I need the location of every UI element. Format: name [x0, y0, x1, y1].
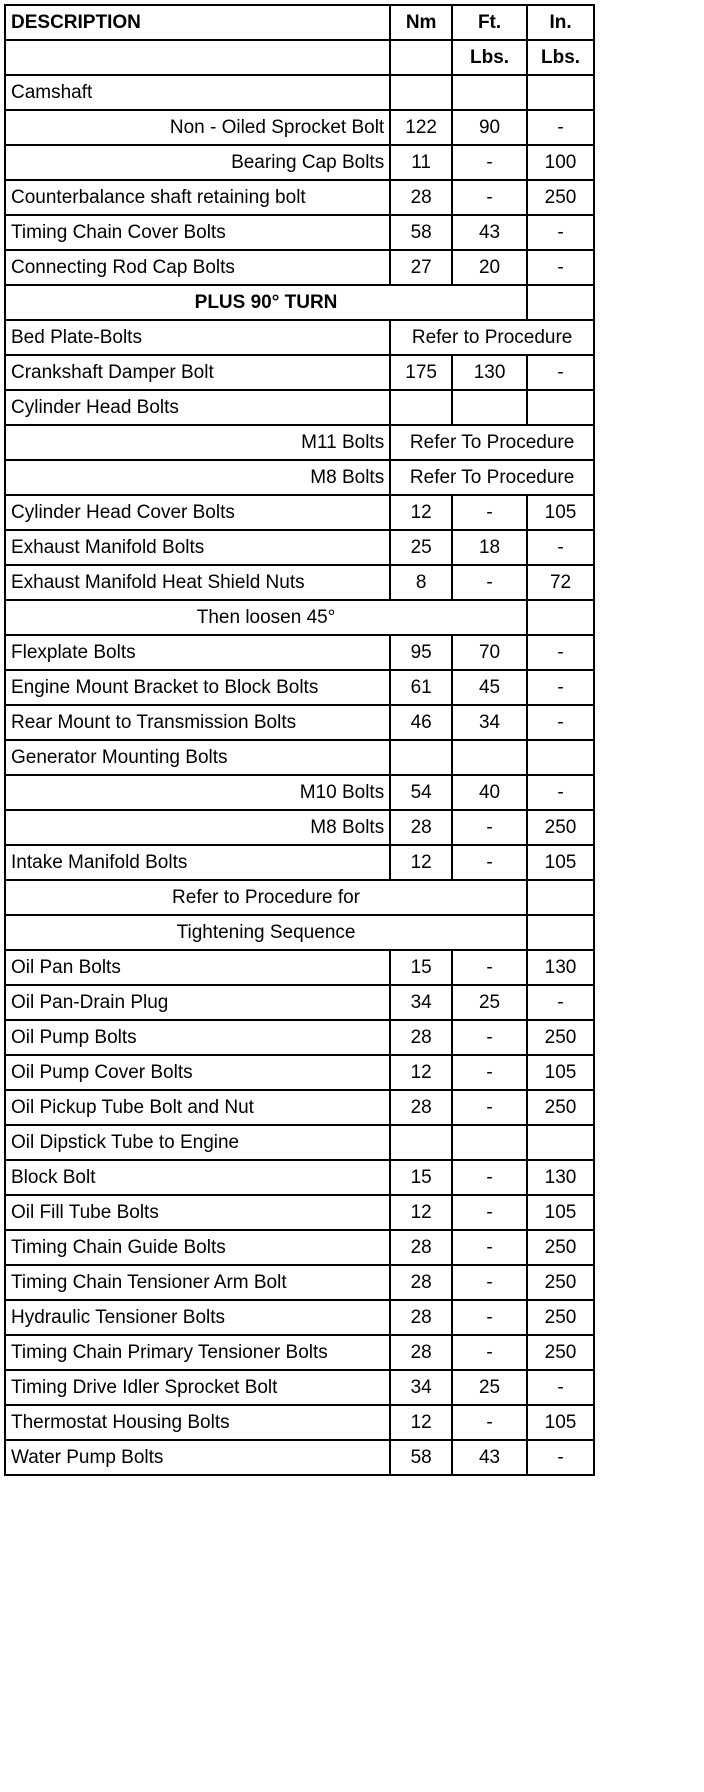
- table-row: [5, 390, 594, 425]
- nm-value-cell: 28: [390, 180, 452, 215]
- ft-lbs-value-cell: -: [452, 1265, 527, 1300]
- header-units-ft: Lbs.: [452, 40, 527, 75]
- table-row: [5, 215, 594, 250]
- in-lbs-value-cell: 250: [527, 1230, 594, 1265]
- description-cell: Oil Fill Tube Bolts: [5, 1195, 390, 1230]
- table-row: [5, 1440, 594, 1475]
- description-cell: Intake Manifold Bolts: [5, 845, 390, 880]
- empty-cell: [527, 390, 594, 425]
- table-row: [5, 845, 594, 880]
- description-cell: Oil Pump Cover Bolts: [5, 1055, 390, 1090]
- in-lbs-value-cell: -: [527, 775, 594, 810]
- nm-value-cell: 15: [390, 950, 452, 985]
- description-cell: Timing Chain Cover Bolts: [5, 215, 390, 250]
- in-lbs-value-cell: 105: [527, 845, 594, 880]
- nm-value-cell: 15: [390, 1160, 452, 1195]
- in-lbs-value-cell: 250: [527, 180, 594, 215]
- nm-value-cell: 28: [390, 1020, 452, 1055]
- note-cell: Refer to Procedure for: [5, 880, 527, 915]
- header-ft: Ft.: [452, 5, 527, 40]
- table-row: [5, 950, 594, 985]
- in-lbs-value-cell: -: [527, 705, 594, 740]
- empty-cell: [527, 880, 594, 915]
- empty-cell: [452, 1125, 527, 1160]
- description-cell: Oil Pump Bolts: [5, 1020, 390, 1055]
- description-cell: Exhaust Manifold Heat Shield Nuts: [5, 565, 390, 600]
- ft-lbs-value-cell: -: [452, 1405, 527, 1440]
- description-cell: Counterbalance shaft retaining bolt: [5, 180, 390, 215]
- table-row: [5, 495, 594, 530]
- table-row: [5, 1055, 594, 1090]
- table-row: [5, 705, 594, 740]
- in-lbs-value-cell: -: [527, 355, 594, 390]
- nm-value-cell: 46: [390, 705, 452, 740]
- table-row: [5, 915, 594, 950]
- empty-cell: [452, 390, 527, 425]
- in-lbs-value-cell: 250: [527, 1020, 594, 1055]
- nm-value-cell: 12: [390, 845, 452, 880]
- header-units-nm: [390, 40, 452, 75]
- nm-value-cell: 175: [390, 355, 452, 390]
- header-units-description: [5, 40, 390, 75]
- description-cell: Oil Pan Bolts: [5, 950, 390, 985]
- ft-lbs-value-cell: -: [452, 1160, 527, 1195]
- in-lbs-value-cell: 250: [527, 1090, 594, 1125]
- header-row: [5, 5, 594, 40]
- note-cell: Tightening Sequence: [5, 915, 527, 950]
- nm-value-cell: 61: [390, 670, 452, 705]
- in-lbs-value-cell: 100: [527, 145, 594, 180]
- nm-value-cell: 28: [390, 1230, 452, 1265]
- in-lbs-value-cell: 105: [527, 495, 594, 530]
- table-row: [5, 740, 594, 775]
- nm-value-cell: 28: [390, 1335, 452, 1370]
- note-cell: Then loosen 45°: [5, 600, 527, 635]
- description-cell: Cylinder Head Cover Bolts: [5, 495, 390, 530]
- description-cell: Thermostat Housing Bolts: [5, 1405, 390, 1440]
- nm-value-cell: 25: [390, 530, 452, 565]
- table-header: [5, 5, 594, 75]
- ft-lbs-value-cell: -: [452, 495, 527, 530]
- table-row: [5, 285, 594, 320]
- refer-procedure-cell: Refer to Procedure: [390, 320, 594, 355]
- nm-value-cell: 28: [390, 1265, 452, 1300]
- nm-value-cell: 34: [390, 1370, 452, 1405]
- table-row: [5, 565, 594, 600]
- empty-cell: [527, 915, 594, 950]
- table-row: [5, 600, 594, 635]
- nm-value-cell: 54: [390, 775, 452, 810]
- in-lbs-value-cell: -: [527, 670, 594, 705]
- ft-lbs-value-cell: 25: [452, 1370, 527, 1405]
- ft-lbs-value-cell: 43: [452, 1440, 527, 1475]
- nm-value-cell: 58: [390, 1440, 452, 1475]
- in-lbs-value-cell: 130: [527, 950, 594, 985]
- table-row: [5, 1160, 594, 1195]
- table-row: [5, 250, 594, 285]
- ft-lbs-value-cell: -: [452, 1090, 527, 1125]
- table-row: [5, 1230, 594, 1265]
- in-lbs-value-cell: -: [527, 110, 594, 145]
- group-heading-cell: Cylinder Head Bolts: [5, 390, 390, 425]
- description-cell: Rear Mount to Transmission Bolts: [5, 705, 390, 740]
- torque-spec-table: [4, 4, 595, 1476]
- table-row: [5, 180, 594, 215]
- description-cell: Block Bolt: [5, 1160, 390, 1195]
- table-body: [5, 75, 594, 1475]
- table-row: [5, 355, 594, 390]
- empty-cell: [527, 1125, 594, 1160]
- in-lbs-value-cell: -: [527, 985, 594, 1020]
- ft-lbs-value-cell: -: [452, 810, 527, 845]
- nm-value-cell: 12: [390, 495, 452, 530]
- ft-lbs-value-cell: -: [452, 1195, 527, 1230]
- description-cell: Crankshaft Damper Bolt: [5, 355, 390, 390]
- in-lbs-value-cell: -: [527, 530, 594, 565]
- in-lbs-value-cell: 72: [527, 565, 594, 600]
- in-lbs-value-cell: -: [527, 1370, 594, 1405]
- description-cell: Connecting Rod Cap Bolts: [5, 250, 390, 285]
- in-lbs-value-cell: -: [527, 250, 594, 285]
- in-lbs-value-cell: 250: [527, 1265, 594, 1300]
- description-cell: Engine Mount Bracket to Block Bolts: [5, 670, 390, 705]
- refer-procedure-cell: Refer To Procedure: [390, 460, 594, 495]
- empty-cell: [452, 75, 527, 110]
- empty-cell: [390, 1125, 452, 1160]
- ft-lbs-value-cell: 18: [452, 530, 527, 565]
- note-cell: PLUS 90° TURN: [5, 285, 527, 320]
- empty-cell: [527, 285, 594, 320]
- in-lbs-value-cell: 250: [527, 1335, 594, 1370]
- header-units-in: Lbs.: [527, 40, 594, 75]
- refer-procedure-cell: Refer To Procedure: [390, 425, 594, 460]
- ft-lbs-value-cell: 70: [452, 635, 527, 670]
- ft-lbs-value-cell: -: [452, 180, 527, 215]
- nm-value-cell: 122: [390, 110, 452, 145]
- empty-cell: [390, 75, 452, 110]
- nm-value-cell: 27: [390, 250, 452, 285]
- in-lbs-value-cell: -: [527, 1440, 594, 1475]
- description-cell: Oil Pan-Drain Plug: [5, 985, 390, 1020]
- nm-value-cell: 11: [390, 145, 452, 180]
- nm-value-cell: 12: [390, 1055, 452, 1090]
- nm-value-cell: 58: [390, 215, 452, 250]
- header-description: DESCRIPTION: [5, 5, 390, 40]
- description-cell: Bearing Cap Bolts: [5, 145, 390, 180]
- description-cell: Timing Drive Idler Sprocket Bolt: [5, 1370, 390, 1405]
- ft-lbs-value-cell: 130: [452, 355, 527, 390]
- table-row: [5, 1125, 594, 1160]
- ft-lbs-value-cell: 25: [452, 985, 527, 1020]
- empty-cell: [390, 740, 452, 775]
- ft-lbs-value-cell: 43: [452, 215, 527, 250]
- description-cell: M10 Bolts: [5, 775, 390, 810]
- ft-lbs-value-cell: -: [452, 145, 527, 180]
- in-lbs-value-cell: 130: [527, 1160, 594, 1195]
- table-row: [5, 810, 594, 845]
- ft-lbs-value-cell: 45: [452, 670, 527, 705]
- empty-cell: [527, 75, 594, 110]
- table-row: [5, 110, 594, 145]
- nm-value-cell: 28: [390, 810, 452, 845]
- ft-lbs-value-cell: 20: [452, 250, 527, 285]
- description-cell: Oil Pickup Tube Bolt and Nut: [5, 1090, 390, 1125]
- group-heading-cell: Generator Mounting Bolts: [5, 740, 390, 775]
- in-lbs-value-cell: 250: [527, 810, 594, 845]
- description-cell: M8 Bolts: [5, 810, 390, 845]
- group-heading-cell: Oil Dipstick Tube to Engine: [5, 1125, 390, 1160]
- ft-lbs-value-cell: -: [452, 950, 527, 985]
- nm-value-cell: 95: [390, 635, 452, 670]
- description-cell: Hydraulic Tensioner Bolts: [5, 1300, 390, 1335]
- in-lbs-value-cell: 105: [527, 1055, 594, 1090]
- nm-value-cell: 28: [390, 1300, 452, 1335]
- table-row: [5, 320, 594, 355]
- description-cell: Timing Chain Guide Bolts: [5, 1230, 390, 1265]
- table-row: [5, 1265, 594, 1300]
- empty-cell: [452, 740, 527, 775]
- in-lbs-value-cell: 105: [527, 1405, 594, 1440]
- ft-lbs-value-cell: -: [452, 565, 527, 600]
- in-lbs-value-cell: -: [527, 215, 594, 250]
- table-row: [5, 1370, 594, 1405]
- header-in: In.: [527, 5, 594, 40]
- nm-value-cell: 34: [390, 985, 452, 1020]
- table-row: [5, 1405, 594, 1440]
- ft-lbs-value-cell: -: [452, 1020, 527, 1055]
- table-row: [5, 880, 594, 915]
- description-cell: Bed Plate-Bolts: [5, 320, 390, 355]
- in-lbs-value-cell: -: [527, 635, 594, 670]
- empty-cell: [527, 600, 594, 635]
- group-heading-cell: Camshaft: [5, 75, 390, 110]
- description-cell: Non - Oiled Sprocket Bolt: [5, 110, 390, 145]
- table-row: [5, 460, 594, 495]
- nm-value-cell: 12: [390, 1195, 452, 1230]
- description-cell: M11 Bolts: [5, 425, 390, 460]
- ft-lbs-value-cell: -: [452, 1230, 527, 1265]
- description-cell: Water Pump Bolts: [5, 1440, 390, 1475]
- ft-lbs-value-cell: 40: [452, 775, 527, 810]
- table-row: [5, 75, 594, 110]
- nm-value-cell: 12: [390, 1405, 452, 1440]
- table-row: [5, 1090, 594, 1125]
- description-cell: M8 Bolts: [5, 460, 390, 495]
- ft-lbs-value-cell: -: [452, 1335, 527, 1370]
- table-row: [5, 145, 594, 180]
- table-row: [5, 775, 594, 810]
- description-cell: Timing Chain Primary Tensioner Bolts: [5, 1335, 390, 1370]
- table-row: [5, 670, 594, 705]
- table-row: [5, 985, 594, 1020]
- ft-lbs-value-cell: 90: [452, 110, 527, 145]
- table-row: [5, 1335, 594, 1370]
- empty-cell: [527, 740, 594, 775]
- table-row: [5, 1020, 594, 1055]
- ft-lbs-value-cell: -: [452, 1055, 527, 1090]
- ft-lbs-value-cell: -: [452, 1300, 527, 1335]
- nm-value-cell: 28: [390, 1090, 452, 1125]
- table-row: [5, 1195, 594, 1230]
- header-units-row: [5, 40, 594, 75]
- table-row: [5, 425, 594, 460]
- table-row: [5, 1300, 594, 1335]
- description-cell: Flexplate Bolts: [5, 635, 390, 670]
- empty-cell: [390, 390, 452, 425]
- in-lbs-value-cell: 105: [527, 1195, 594, 1230]
- in-lbs-value-cell: 250: [527, 1300, 594, 1335]
- description-cell: Exhaust Manifold Bolts: [5, 530, 390, 565]
- table-row: [5, 635, 594, 670]
- ft-lbs-value-cell: -: [452, 845, 527, 880]
- nm-value-cell: 8: [390, 565, 452, 600]
- description-cell: Timing Chain Tensioner Arm Bolt: [5, 1265, 390, 1300]
- table-row: [5, 530, 594, 565]
- header-nm: Nm: [390, 5, 452, 40]
- ft-lbs-value-cell: 34: [452, 705, 527, 740]
